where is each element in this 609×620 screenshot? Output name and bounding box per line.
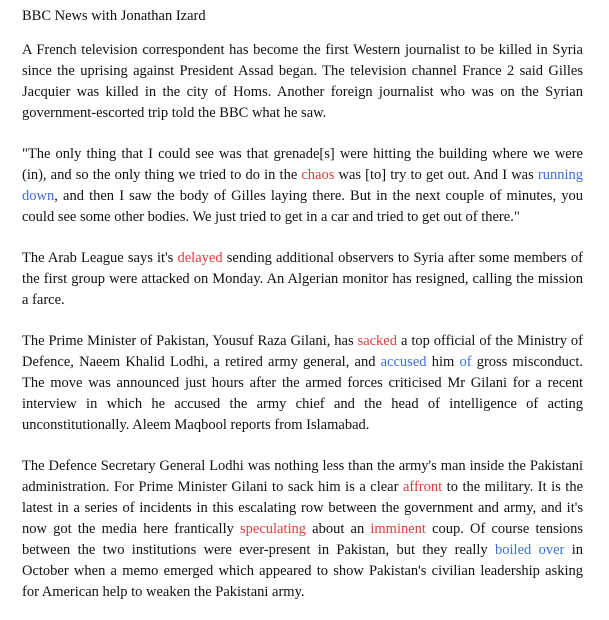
paragraph-text: The Prime Minister of Pakistan, Yousuf Raza Gilani, has (22, 333, 358, 349)
paragraph-text: to the military. It is the latest in a series of incidents in this escalating row between the government and army, and it's now got the media here frantically (22, 479, 583, 537)
paragraph-text: gross misconduct. The move was announced just hours after the armed forces criticised Mr Gilani for a recent interview in which he accused the army chief and the head of intelligence of acting unconstitutionally. Aleem Maqbool reports from Islamabad. (22, 354, 583, 433)
article-body (22, 40, 583, 603)
paragraph-text: The Defence Secretary General Lodhi was nothing less than the army's man inside the Pakistani administration. For Prime Minister Gilani to sack him is a clear (22, 458, 583, 495)
paragraph-text: "The only thing that I could see was that grenade[s] were hitting the building where we were (in), and so the only thing we tried to do in the (22, 146, 583, 183)
paragraph-text: A French television correspondent has become the first Western journalist to be killed in Syria since the uprising against President Assad began. The television channel France 2 said Gilles Jacquier was killed in the city of Homs. Another foreign journalist who was on the Syrian government-escorted trip told the BBC what he saw. (22, 42, 583, 121)
document-title: BBC News with Jonathan Izard (22, 8, 206, 24)
highlighted-word-red: affront (402, 479, 443, 495)
article-paragraph (22, 248, 583, 311)
highlighted-word-blue: accused (380, 354, 427, 370)
highlighted-word-red: imminent (370, 521, 426, 537)
paragraph-text: him (426, 354, 460, 370)
highlighted-word-red: delayed (177, 250, 223, 266)
paragraph-text: , and then I saw the body of Gilles laying there. But in the next couple of minutes, you could see some other bodies. We just tried to get in a car and tried to get out of there." (22, 188, 583, 225)
paragraph-text: The Arab League says it's (22, 250, 178, 266)
paragraph-text: a top official of the Ministry of Defence, Naeem Khalid Lodhi, a retired army general, and (22, 333, 583, 370)
highlighted-word-red: chaos (301, 167, 335, 183)
paragraph-text: coup. Of course tensions between the two institutions were ever-present in Pakistan, but they really (22, 521, 583, 558)
article-paragraph (22, 144, 583, 228)
paragraph-text: about an (306, 521, 371, 537)
paragraph-text: in October when a memo emerged which appeared to show Pakistan's civilian leadership asking for American help to weaken the Pakistani army. (22, 542, 583, 600)
paragraph-text: was [to] try to get out. And I was (334, 167, 538, 183)
paragraph-text: sending additional observers to Syria after some members of the first group were attacked on Monday. An Algerian monitor has resigned, calling the mission a farce. (22, 250, 583, 308)
highlighted-word-red: speculating (240, 521, 307, 537)
highlighted-word-blue: of (459, 354, 472, 370)
article-paragraph (22, 456, 583, 603)
article-paragraph (22, 331, 583, 436)
highlighted-word-red: sacked (357, 333, 397, 349)
highlighted-word-blue: boiled over (495, 542, 565, 558)
article-paragraph (22, 40, 583, 124)
highlighted-word-blue: running down (22, 167, 583, 204)
